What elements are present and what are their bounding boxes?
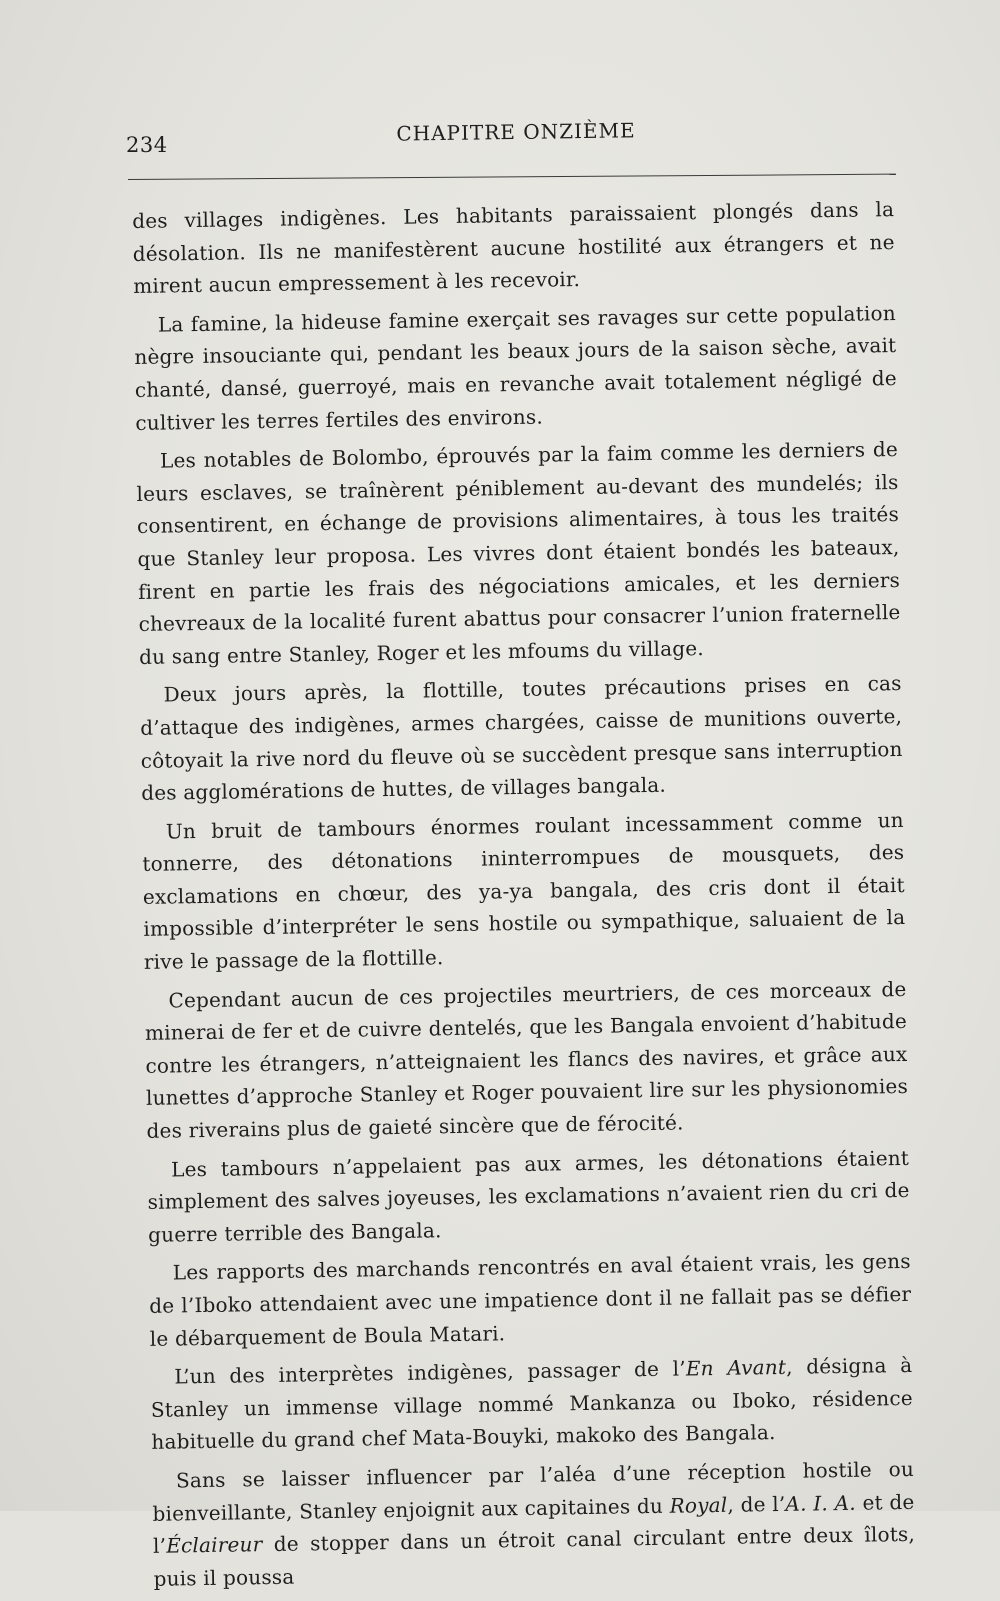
text-run: Sans se laisser influencer par l’aléa d’une réception hostile ou bienveillante, Stanley enjoignit aux capitaines du <box>152 1456 915 1526</box>
ship-name: Éclaireur <box>166 1532 263 1558</box>
paragraph: Deux jours après, la flottille, toutes précautions prises en cas d’attaque des indigènes, armes chargées, caisse de munitions ouverte, côtoyait la rive nord du fleuve où se succèdent presque sans interruption des agglomérations de huttes, de villages bangala. <box>140 671 903 806</box>
page-header <box>126 113 896 157</box>
ship-name: En Avant <box>685 1355 787 1381</box>
header-rule <box>128 174 896 180</box>
text-run: et de l’ <box>152 1489 915 1558</box>
paragraph <box>150 1349 913 1459</box>
text-run: , désigna à Stanley un immense village nommé Mankanza ou Iboko, résidence habituelle du grand chef Mata-Bouyki, makoko des Bangala. <box>150 1353 914 1455</box>
text-run: L’un des interprètes indigènes, passager de l’ <box>174 1356 687 1389</box>
paragraph: Un bruit de tambours énormes roulant incessamment comme un tonnerre, des détonations ininterrompues de mousquets, des exclamations en chœur, des ya-ya bangala, des cris dont il était impossible d’interpréter le sens hostile ou sympathique, saluaient de la rive le passage de la flottille. <box>142 807 906 974</box>
text-run: de stopper dans un étroit canal circulant entre deux îlots, puis il poussa <box>153 1522 916 1591</box>
paragraph: Cependant aucun de ces projectiles meurtriers, de ces morceaux de minerai de fer et de cuivre dentelés, que les Bangala envoient d’habitude contre les étrangers, n’atteignaient les flancs des navires, et grâce aux lunettes d’approche Stanley et Roger pouvaient lire sur les physionomies des riverains plus de gaieté sincère que de férocité. <box>144 976 909 1143</box>
ship-name: A. I. A. <box>785 1490 856 1516</box>
paragraph: La famine, la hideuse famine exerçait ses ravages sur cette population nègre insouciante qui, pendant les beaux jours de la saison sèche, avait chanté, dansé, guerroyé, mais en revanche avait totalement négligé de cultiver les terres fertiles des environs. <box>134 300 897 435</box>
paragraph: Les tambours n’appelaient pas aux armes, les détonations étaient simplement des salves joyeuses, les exclamations n’avaient rien du cri de guerre terrible des Bangala. <box>147 1145 910 1247</box>
page-number: 234 <box>126 133 168 157</box>
paragraph <box>152 1453 916 1595</box>
paragraph: Les rapports des marchands rencontrés en aval étaient vrais, les gens de l’Iboko attendaient avec une impatience dont il ne fallait pas se défier le débarquement de Boula Matari. <box>149 1249 912 1351</box>
paragraph: Les notables de Bolombo, éprouvés par la faim comme les derniers de leurs esclaves, se traînèrent péniblement au-devant des mundelés; ils consentirent, en échange de provisions alimentaires, à tous les traités que Stanley leur proposa. Les vivres dont étaient bondés les bateaux, firent en partie les frais des négociations amicales, et les derniers chevreaux de la localité furent abattus pour consacrer l’union fraternelle du sang entre Stanley, Roger et les mfoums du village. <box>136 437 901 669</box>
running-head: CHAPITRE ONZIÈME <box>396 118 636 146</box>
ship-name: Royal <box>669 1492 728 1518</box>
paragraph: des villages indigènes. Les habitants paraissaient plongés dans la désolation. Ils ne manifestèrent aucune hostilité aux étrangers et ne mirent aucun empressement à les recevoir. <box>132 197 895 299</box>
body-text <box>132 193 916 1601</box>
text-run: , de l’ <box>727 1491 786 1517</box>
